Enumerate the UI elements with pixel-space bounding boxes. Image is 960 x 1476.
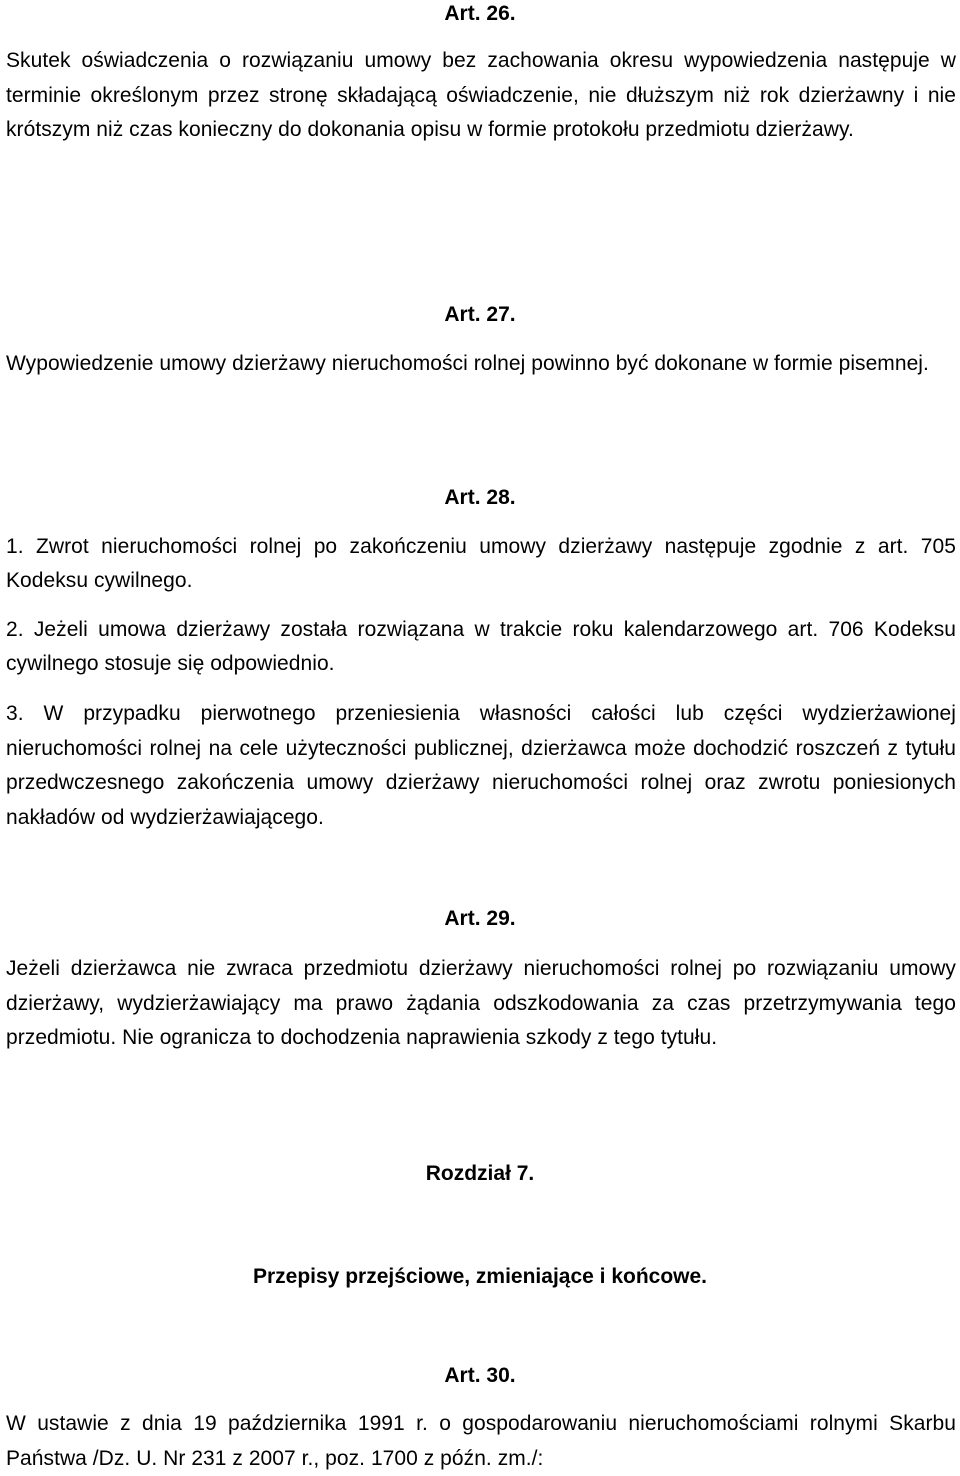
chapter-number: Rozdział 7. — [425, 1162, 535, 1185]
art-27-heading: Art. 27. — [444, 303, 516, 326]
art-28-para-2: 2. Jeżeli umowa dzierżawy została rozwiązana w trakcie roku kalendarzowego art. 706 Kodeksu cywilnego stosuje się odpowiednio. — [6, 618, 956, 675]
art-30-text: W ustawie z dnia 19 października 1991 r. o gospodarowaniu nieruchomościami rolnymi Skarbu Państwa /Dz. U. Nr 231 z 2007 r., poz. 1700 z późn. zm./: — [6, 1412, 956, 1470]
art-29-heading: Art. 29. — [444, 907, 516, 930]
art-28-heading: Art. 28. — [444, 486, 516, 509]
art-28-para-1: 1. Zwrot nieruchomości rolnej po zakończeniu umowy dzierżawy następuje zgodnie z art. 705 Kodeksu cywilnego. — [6, 535, 956, 592]
art-27-text: Wypowiedzenie umowy dzierżawy nieruchomości rolnej powinno być dokonane w formie pisemnej. — [6, 352, 929, 375]
art-26-heading: Art. 26. — [444, 2, 516, 25]
art-29-text: Jeżeli dzierżawca nie zwraca przedmiotu dzierżawy nieruchomości rolnej po rozwiązaniu umowy dzierżawy, wydzierżawiający ma prawo żądania odszkodowania za czas przetrzymywania tego przedmiotu. Nie ogranicza to dochodzenia naprawienia szkody z tego tytułu. — [6, 957, 956, 1049]
art-30-heading: Art. 30. — [444, 1364, 516, 1387]
art-26-text: Skutek oświadczenia o rozwiązaniu umowy bez zachowania okresu wypowiedzenia następuje w terminie określonym przez stronę składającą oświadczenie, nie dłuższym niż rok dzierżawny i nie krótszym niż czas konieczny do dokonania opisu w formie protokołu przedmiotu dzierżawy. — [6, 49, 956, 141]
art-28-para-3: 3. W przypadku pierwotnego przeniesienia własności całości lub części wydzierżawionej nieruchomości rolnej na cele użyteczności publicznej, dzierżawca może dochodzić roszczeń z tytułu przedwczesnego zakończenia umowy dzierżawy nieruchomości rolnej oraz zwrotu poniesionych nakładów od wydzierżawiającego. — [6, 702, 956, 829]
chapter-title: Przepisy przejściowe, zmieniające i końcowe. — [252, 1265, 708, 1288]
